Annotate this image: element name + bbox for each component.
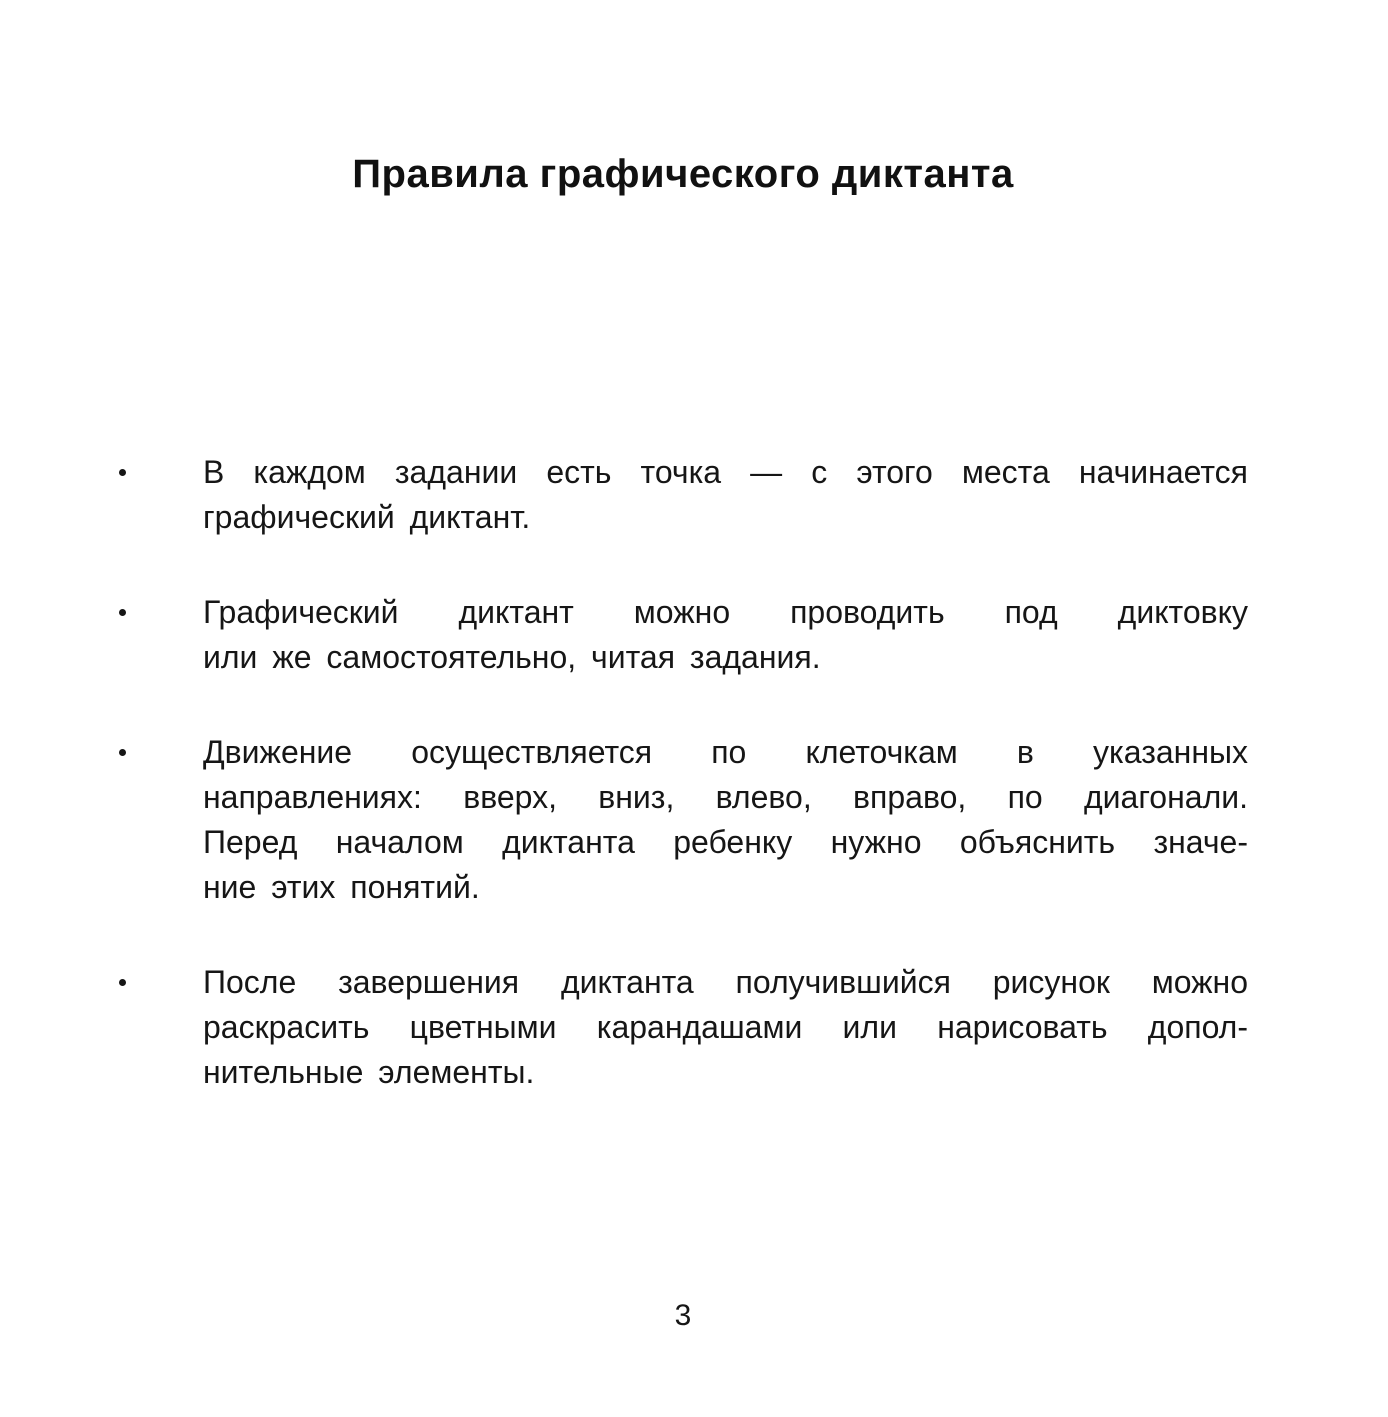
content-area xyxy=(118,0,1248,1095)
bullet-line: Перед началом диктанта ребенку нужно объяснить значе- xyxy=(203,824,1248,860)
bullet-text xyxy=(203,590,1248,680)
bullet-item xyxy=(118,590,1248,680)
bullet-marker xyxy=(118,730,203,756)
bullet-dot-icon xyxy=(119,749,126,756)
bullet-item xyxy=(118,730,1248,910)
bullet-marker xyxy=(118,590,203,616)
page-number: 3 xyxy=(674,1299,692,1332)
bullet-text xyxy=(203,730,1248,910)
bullet-line: или же самостоятельно, читая задания. xyxy=(203,639,821,675)
bullet-dot-icon xyxy=(119,979,126,986)
bullet-marker xyxy=(118,450,203,476)
bullet-line: направлениях: вверх, вниз, влево, вправо, по диагонали. xyxy=(203,779,1248,815)
bullet-text xyxy=(203,960,1248,1095)
bullet-dot-icon xyxy=(119,469,126,476)
bullet-line: ние этих понятий. xyxy=(203,869,480,905)
bullet-list xyxy=(118,450,1248,1095)
bullet-item xyxy=(118,450,1248,540)
bullet-item xyxy=(118,960,1248,1095)
bullet-line: Графический диктант можно проводить под диктовку xyxy=(203,594,1248,630)
bullet-line: В каждом задании есть точка — с этого места начинается xyxy=(203,454,1248,490)
page-title: Правила графического диктанта xyxy=(352,152,1014,196)
bullet-line: Движение осуществляется по клеточкам в указанных xyxy=(203,734,1248,770)
bullet-marker xyxy=(118,960,203,986)
bullet-line: графический диктант. xyxy=(203,499,531,535)
bullet-line: После завершения диктанта получившийся рисунок можно xyxy=(203,964,1248,1000)
bullet-dot-icon xyxy=(119,609,126,616)
bullet-line: раскрасить цветными карандашами или нарисовать допол- xyxy=(203,1009,1248,1045)
bullet-text xyxy=(203,450,1248,540)
bullet-line: нительные элементы. xyxy=(203,1054,535,1090)
